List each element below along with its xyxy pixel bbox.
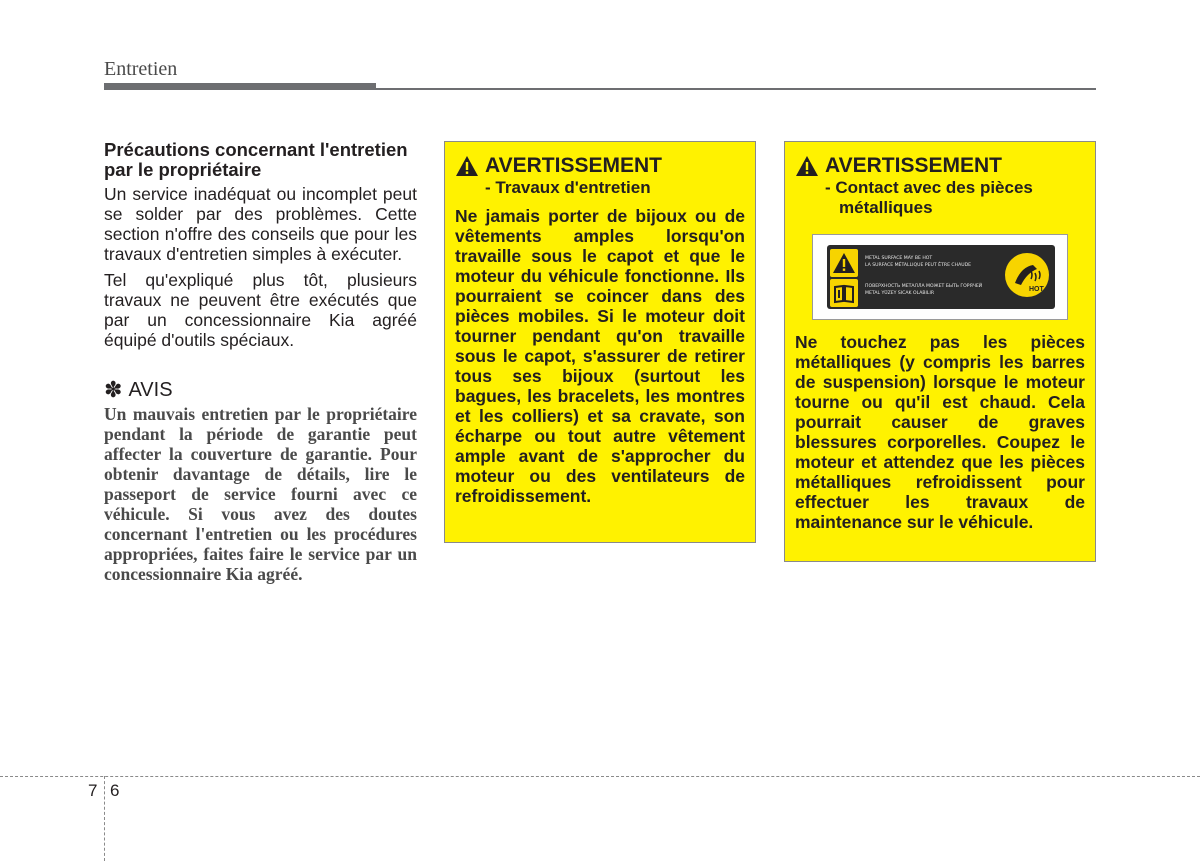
header-rule-thin: [104, 88, 1096, 90]
warning-box-metal: [784, 141, 1096, 562]
warning-box-maintenance: [444, 141, 756, 543]
hot-surface-label: [827, 245, 1055, 309]
avis-heading: [104, 378, 417, 402]
label-text-lines: METAL SURFACE MAY BE HOT LA SURFACE MÉTALLIQUE PEUT ÊTRE CHAUDE ПОВЕРХНОСТЬ МЕТАЛЛА МОЖЕТ БЫТЬ ГОРЯЧЕЙ METAL YÜZEY SICAK OLABILIR: [865, 256, 983, 296]
section-heading: Précautions concernant l'entretien par le propriétaire: [104, 139, 408, 180]
chapter-number: 7: [88, 781, 98, 800]
page-header-title: Entretien: [104, 58, 178, 80]
hot-surface-label-image: [812, 234, 1068, 320]
hot-surface-icon: [1005, 253, 1049, 297]
warning-title: AVERTISSEMENT: [455, 154, 745, 178]
asterisk-icon: ✽: [104, 377, 123, 402]
avis-title: AVIS: [128, 379, 173, 401]
warning-subtitle-line1: - Contact avec des pièces: [825, 178, 1033, 197]
warning-text: Ne jamais porter de bijoux ou de vêtements amples lorsqu'on travaille sous le capot et que le moteur du véhicule fonctionne. Ils pourraient se coincer dans des pièces mobiles. Si le moteur doit tourner pendant qu'on travaille sous le capot, s'assurer de retirer tous ses bijoux (surtout les bagues, les bracelets, les montres et les colliers) et sa cravate, son écharpe ou tout autre vêtement ample avant de s'approcher du moteur ou des ventilateurs de refroidissement.: [455, 206, 745, 506]
manual-book-icon: [830, 279, 858, 307]
svg-text:HOT: HOT: [1029, 286, 1044, 293]
footer-rule: [0, 776, 1200, 777]
paragraph-2: Tel qu'expliqué plus tôt, plusieurs travaux ne peuvent être exécutés que par un concessionnaire Kia agréé équipé d'outils spéciaux.: [104, 270, 417, 350]
footer-divider: [104, 776, 105, 861]
caution-icon: [830, 249, 858, 277]
warning-subtitle-line2: métalliques: [839, 198, 933, 217]
warning-text: Ne touchez pas les pièces métalliques (y compris les barres de suspension) lorsque le moteur tourne ou qu'il est chaud. Cela pourrait causer de graves blessures corporelles. Coupez le moteur et attendez que les pièces métalliques refroidissent pour effectuer les travaux de maintenance sur le véhicule.: [795, 332, 1085, 532]
page-number: 6: [110, 781, 120, 800]
warning-triangle-icon: [795, 155, 819, 177]
left-column: [104, 140, 417, 584]
avis-text: Un mauvais entretien par le propriétaire pendant la période de garantie peut affecter la couverture de garantie. Pour obtenir davantage de détails, lire le passeport de service fourni avec ce véhicule. Si vous avez des doutes concernant l'entretien ou les procédures appropriées, faites faire le service par un concessionnaire Kia agréé.: [104, 404, 417, 584]
paragraph-1: Un service inadéquat ou incomplet peut se solder par des problèmes. Cette section n'offre des conseils que pour les travaux d'entretien simples à exécuter.: [104, 184, 417, 264]
warning-subtitle: - Travaux d'entretien: [485, 178, 651, 197]
warning-title: AVERTISSEMENT: [795, 154, 1085, 178]
warning-triangle-icon: [455, 155, 479, 177]
